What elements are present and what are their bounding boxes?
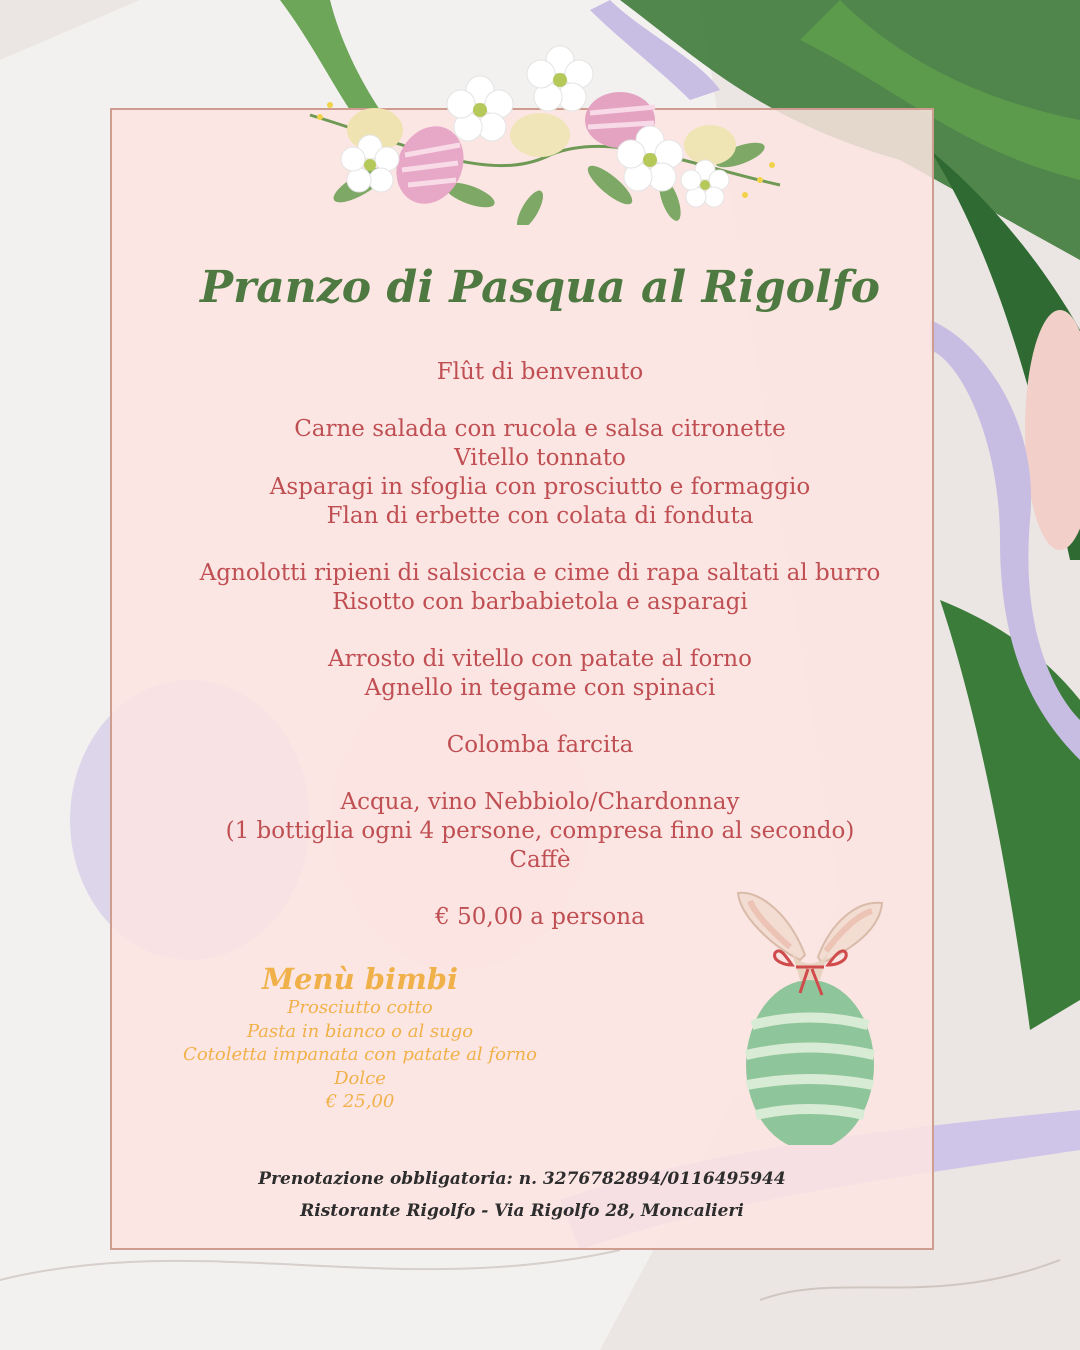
easter-egg-icon	[746, 980, 874, 1145]
reservation-info: Prenotazione obbligatoria: n. 3276782894/0116495944	[258, 1169, 786, 1189]
drinks-item: (1 bottiglia ogni 4 persone, compresa fino al secondo)	[225, 818, 855, 844]
kids-menu-item: Pasta in bianco o al sugo	[246, 1020, 474, 1042]
starter-item: Carne salada con rucola e salsa citronette	[294, 416, 786, 442]
kids-menu-item: Cotoletta impanata con patate al forno	[183, 1044, 537, 1065]
kids-menu	[140, 962, 580, 1114]
bunny-ears-icon	[738, 893, 882, 963]
first-course-item: Risotto con barbabietola e asparagi	[332, 589, 748, 615]
footer	[110, 1163, 934, 1227]
dessert-item: Colomba farcita	[446, 732, 634, 758]
main-course-item: Agnello in tegame con spinaci	[364, 675, 716, 701]
address-info: Ristorante Rigolfo - Via Rigolfo 28, Moncalieri	[300, 1201, 744, 1221]
starter-item: Flan di erbette con colata di fonduta	[326, 503, 754, 529]
drinks-item: Acqua, vino Nebbiolo/Chardonnay	[340, 789, 740, 815]
kids-menu-price: € 25,00	[325, 1091, 395, 1112]
flower-garland-icon	[290, 35, 790, 225]
kids-menu-title: Menù bimbi	[261, 962, 459, 996]
menu-welcome: Flût di benvenuto	[436, 359, 644, 385]
page-title: Pranzo di Pasqua al Rigolfo	[200, 262, 880, 313]
kids-menu-item: Dolce	[334, 1067, 386, 1089]
menu-price: € 50,00 a persona	[435, 904, 645, 930]
first-course-item: Agnolotti ripieni di salsiccia e cime di rapa saltati al burro	[199, 560, 881, 586]
menu-list	[0, 358, 1080, 932]
bunny-egg-icon	[730, 885, 890, 1145]
kids-menu-item: Prosciutto cotto	[287, 997, 433, 1018]
starter-item: Vitello tonnato	[454, 445, 626, 471]
main-course-item: Arrosto di vitello con patate al forno	[328, 646, 752, 672]
starter-item: Asparagi in sfoglia con prosciutto e formaggio	[269, 474, 811, 500]
drinks-item: Caffè	[509, 847, 571, 873]
